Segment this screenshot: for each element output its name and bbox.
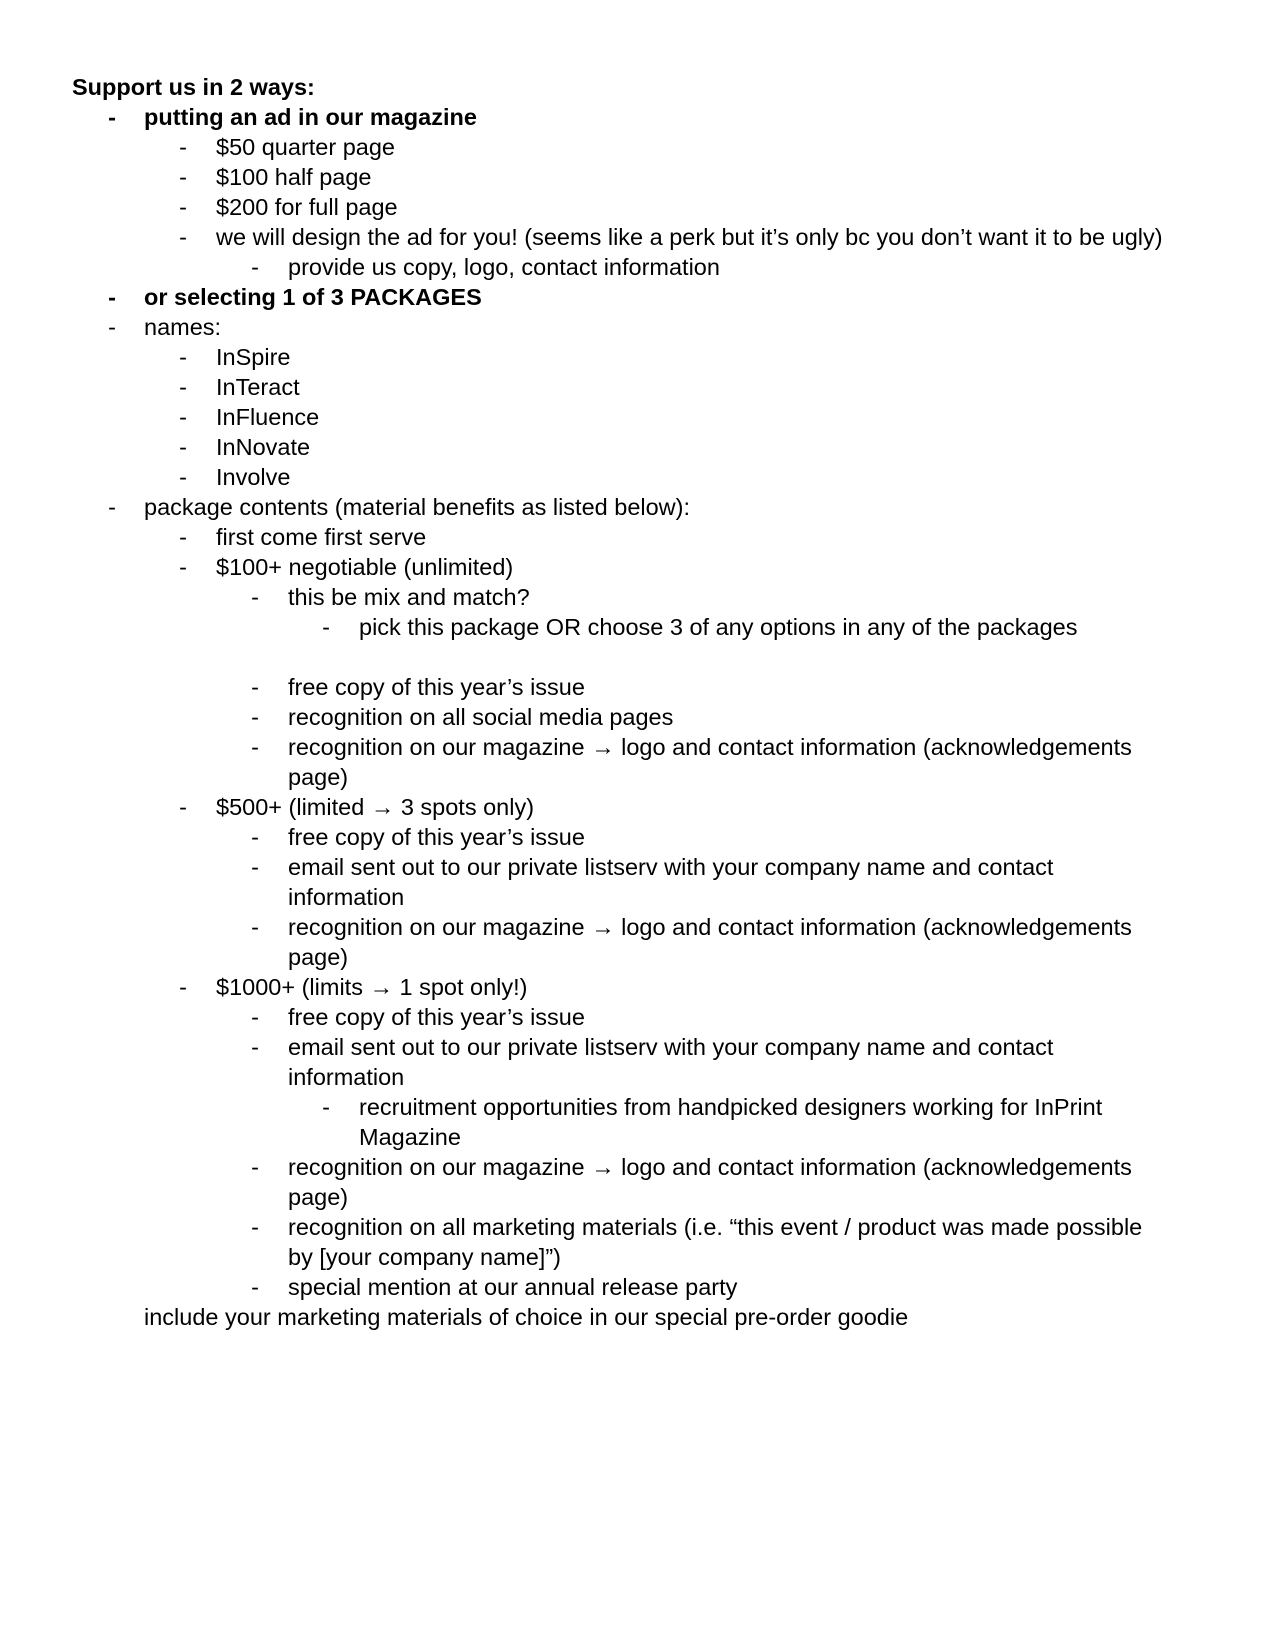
list-item-text: recognition on our magazine → logo and contact information (acknowledgements	[288, 914, 1132, 940]
list-item-text: by [your company name]”)	[288, 1244, 561, 1270]
bullet: -	[179, 134, 187, 160]
list-item-text: recognition on all marketing materials (i.e. “this event / product was made possible	[288, 1214, 1143, 1240]
list-item-text: InSpire	[216, 344, 291, 370]
list-item-text: information	[288, 884, 405, 910]
bullet: -	[108, 494, 116, 520]
bullet: -	[108, 284, 116, 310]
bullet: -	[251, 1154, 259, 1180]
list-item-text: information	[288, 1064, 405, 1090]
list-item-text: $500+ (limited → 3 spots only)	[216, 794, 535, 820]
list-item-text: Support us in 2 ways:	[72, 74, 315, 100]
list-item-text: free copy of this year’s issue	[288, 1004, 585, 1030]
bullet: -	[251, 674, 259, 700]
bullet: -	[108, 314, 116, 340]
list-item-text: provide us copy, logo, contact information	[288, 254, 720, 280]
bullet: -	[251, 1214, 259, 1240]
bullet: -	[179, 464, 187, 490]
list-item-text: InFluence	[216, 404, 320, 430]
bullet: -	[251, 1004, 259, 1030]
bullet: -	[179, 524, 187, 550]
list-item-text: this be mix and match?	[288, 584, 530, 610]
bullet: -	[251, 854, 259, 880]
list-item-text: include your marketing materials of choice in our special pre-order goodie	[144, 1304, 909, 1330]
list-item-text: putting an ad in our magazine	[144, 104, 477, 130]
list-item-text: page)	[288, 944, 349, 970]
bullet: -	[251, 1034, 259, 1060]
bullet: -	[251, 254, 259, 280]
list-item-text: names:	[144, 314, 222, 340]
bullet: -	[251, 734, 259, 760]
list-item-text: free copy of this year’s issue	[288, 674, 585, 700]
list-item-text: $1000+ (limits → 1 spot only!)	[216, 974, 528, 1000]
bullet: -	[179, 794, 187, 820]
list-item-text: $100 half page	[216, 164, 372, 190]
list-item-text: recruitment opportunities from handpicked designers working for InPrint	[359, 1094, 1103, 1120]
bullet: -	[179, 164, 187, 190]
bullet: -	[179, 974, 187, 1000]
list-item-text: page)	[288, 1184, 349, 1210]
list-item-text: special mention at our annual release party	[288, 1274, 738, 1300]
bullet: -	[322, 1094, 330, 1120]
list-item-text: pick this package OR choose 3 of any options in any of the packages	[359, 614, 1078, 640]
list-item-text: free copy of this year’s issue	[288, 824, 585, 850]
bullet: -	[179, 404, 187, 430]
bullet: -	[251, 584, 259, 610]
bullet: -	[179, 554, 187, 580]
bullet: -	[179, 374, 187, 400]
list-item-text: page)	[288, 764, 349, 790]
list-item-text: recognition on our magazine → logo and contact information (acknowledgements	[288, 734, 1132, 760]
list-item-text: package contents (material benefits as listed below):	[144, 494, 691, 520]
list-item-text: $100+ negotiable (unlimited)	[216, 554, 514, 580]
bullet: -	[108, 104, 116, 130]
list-item-text: email sent out to our private listserv with your company name and contact	[288, 1034, 1054, 1060]
bullet: -	[179, 194, 187, 220]
bullet: -	[179, 344, 187, 370]
bullet: -	[179, 434, 187, 460]
list-item-text: $50 quarter page	[216, 134, 396, 160]
list-item-text: we will design the ad for you! (seems like a perk but it’s only bc you don’t want it to be ugly)	[216, 224, 1163, 250]
bullet: -	[251, 914, 259, 940]
bullet: -	[322, 614, 330, 640]
bullet: -	[179, 224, 187, 250]
list-item-text: recognition on our magazine → logo and contact information (acknowledgements	[288, 1154, 1132, 1180]
list-item-text: InNovate	[216, 434, 311, 460]
bullet: -	[251, 824, 259, 850]
list-item-text: email sent out to our private listserv with your company name and contact	[288, 854, 1054, 880]
bullet: -	[251, 1274, 259, 1300]
list-item-text: recognition on all social media pages	[288, 704, 674, 730]
list-item-text: Involve	[216, 464, 291, 490]
list-item-text: first come first serve	[216, 524, 427, 550]
list-item-text: Magazine	[359, 1124, 461, 1150]
list-item-text: or selecting 1 of 3 PACKAGES	[144, 284, 482, 310]
list-item-text: $200 for full page	[216, 194, 398, 220]
bullet: -	[251, 704, 259, 730]
list-item-text: InTeract	[216, 374, 300, 400]
